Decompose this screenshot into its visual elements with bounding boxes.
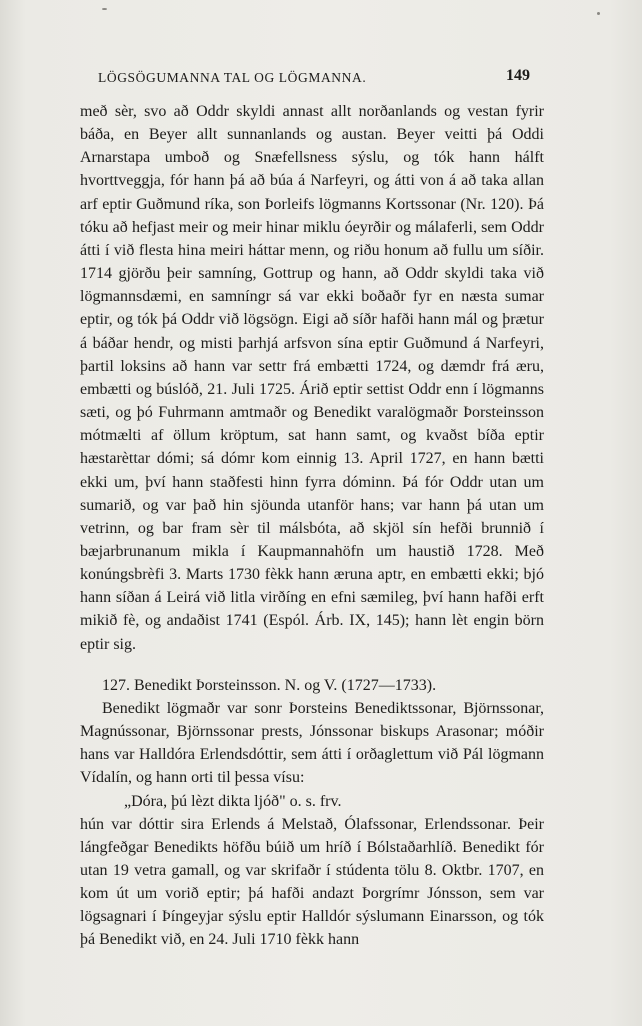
section-heading-127: 127. Benedikt Þorsteinsson. N. og V. (1727—1733). [102,676,437,694]
paragraph-odd-oddr: með sèr, svo að Oddr skyldi annast allt norðanlands og vestan fyrir báða, en Beyer allt sunnanlands og austan. Beyer veitti þá Oddi Arnarstapa umboð og Snæfellsness sýslu, og tók hann hálft hvorttveggja, fór hann þá að búa á Narfeyri, og átti von á að taka allan arf eptir Guðmund ríka, son Þorleifs lögmanns Kortssonar (Nr. 120). Þá tóku að hefjast meir og meir hinar miklu óeyrðir og málaferli, sem Oddr átti í við flesta hina meiri háttar menn, og riðu honum að fullu um síðir. 1714 gjörðu þeir samníng, Gottrup og hann, að Oddr skyldi taka við lögmannsdæmi, en samníngr sá var ekki boðaðr fyr en næsta sumar eptir, og tók þá Oddr við lögsögn. Eigi að síðr hafði hann mál og þrætur á báðar hendr, og misti þarhjá arfsvon sína eptir Guðmund á Narfeyri, þartil loksins að hann var settr frá embætti 1724, og dæmdr frá æru, embætti og búslóð, 21. Juli 1725. Árið eptir settist Oddr enn í lögmanns sæti, og þó Fuhrmann amtmaðr og Benedikt varalögmaðr Þorsteinsson mótmælti af öllum kröptum, sat hann samt, og kvaðst bíða eptir hæstarèttar dómi; sá dómr kom einnig 13. April 1727, en hann bætti ekki um, því hann staðfesti hinn fyrra dóminn. Þá fór Oddr utan um sumarið, og var það hin sjöunda utanför hans; var hann þá utan um vetrinn, og bar fram sèr til málsbóta, að skjöl sín hefði brunnið í bæjarbrunanum mikla í Kaupmannahöfn um haustið 1728. Með konúngsbrèfi 3. Marts 1730 fèkk hann æruna aptr, en embætti ekki; bjó hann síðan á Leirá við litla virðíng en efni sæmileg, því hann hafði erft mikið fè, og andaðist 1741 (Espól. Árb. IX, 145); hann lèt engin börn eptir sig. [80,103,544,653]
running-title: LÖGSÖGUMANNA TAL OG LÖGMANNA. [98,70,367,85]
paper-speck [597,12,600,15]
paper-speck [102,8,107,10]
verse-quote: „Dóra, þú lèzt dikta ljóð" o. s. frv. [124,792,342,810]
body-text [80,100,544,952]
paragraph-continuation: hún var dóttir sira Erlends á Melstað, Ólafssonar, Erlendssonar. Þeir lángfeðgar Benedikts höfðu búið um hríð í Bólstaðarhlíð. Benedikt fór utan 19 vetra gamall, og var skrifaðr í stúdenta tölu 8. Oktbr. 1707, en kom út um vorið eptir; þá hafði andazt Þorgrímr Jónsson, sem var lögsagnari í Þíngeyjar sýslu eptir Halldór sýslumann Einarsson, og tók þá Benedikt við, en 24. Juli 1710 fèkk hann [80,815,544,949]
page-number: 149 [506,67,530,84]
running-header [98,67,530,86]
paragraph-benedikt: Benedikt lögmaðr var sonr Þorsteins Benediktssonar, Björnssonar, Magnússonar, Björnssonar prests, Jónssonar biskups Arasonar; móðir hans var Halldóra Erlendsdóttir, sem átti í orðaglettum við Pál lögmann Vídalín, og hann orti til þessa vísu: [80,699,544,787]
